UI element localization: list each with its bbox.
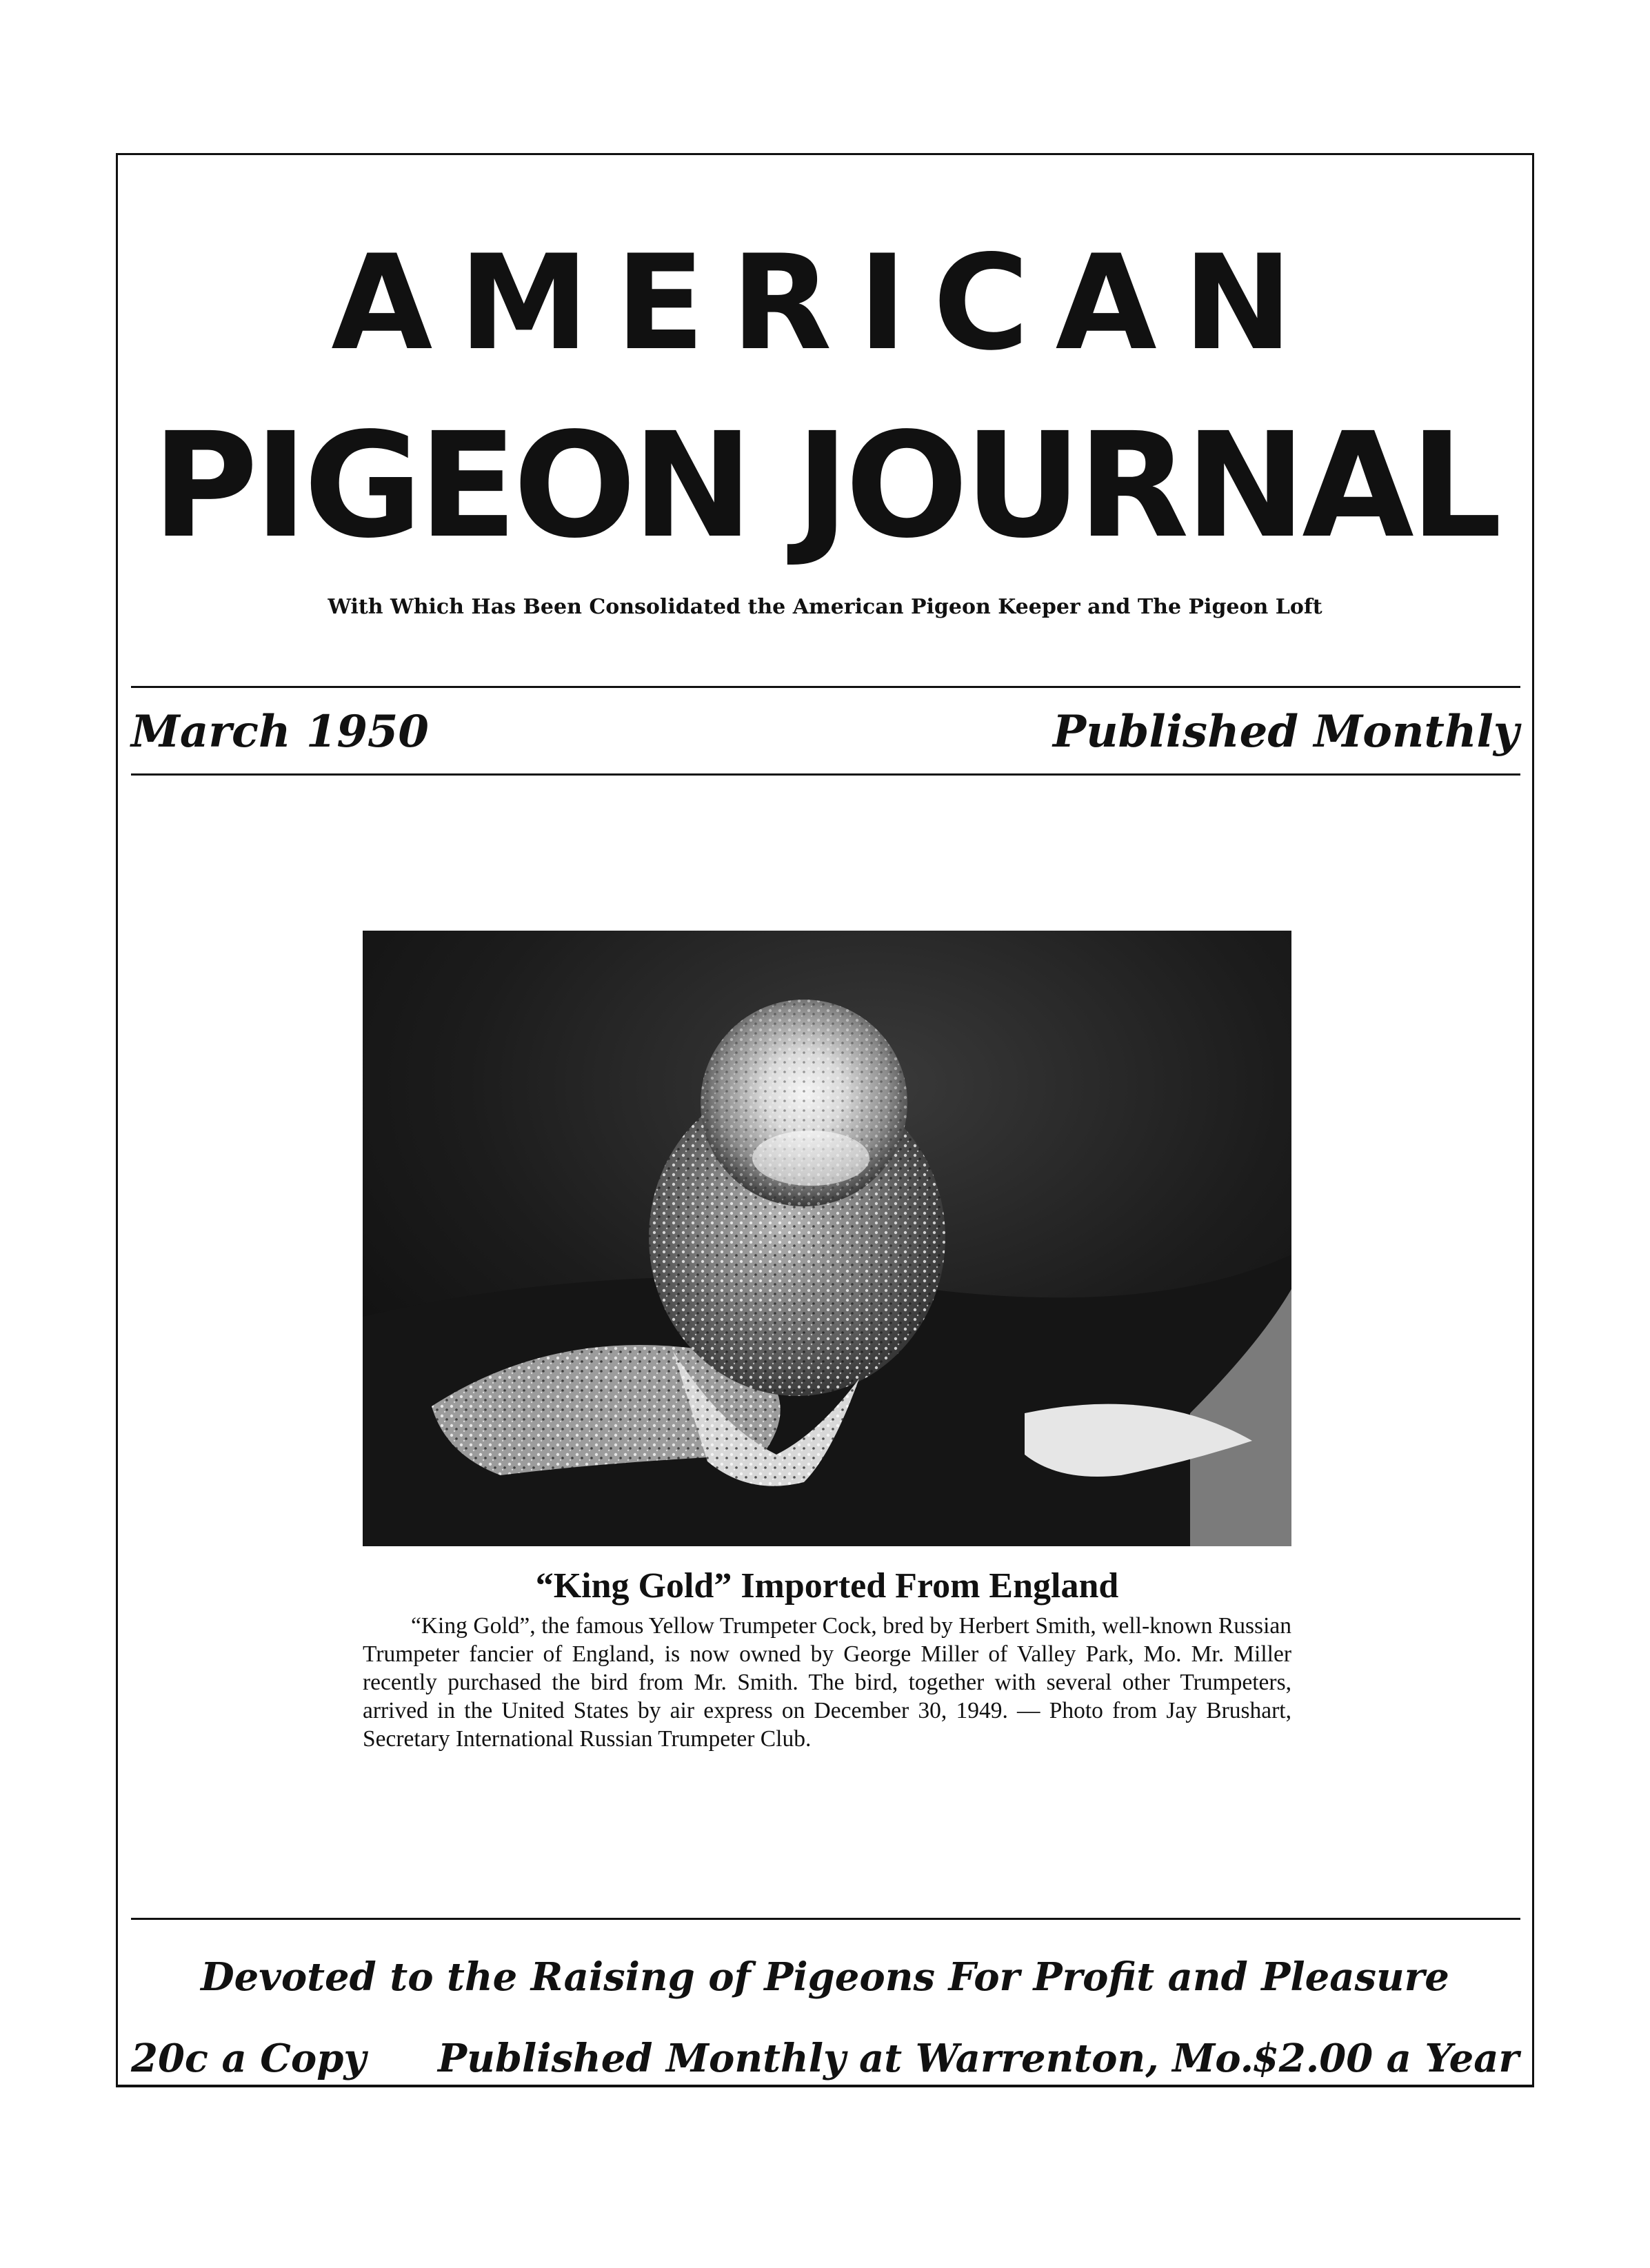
issue-date: March 1950 [131,706,429,758]
caption-title: “King Gold” Imported From England [535,1566,1119,1606]
caption-body: “King Gold”, the famous Yellow Trumpeter Cock, bred by Herbert Smith, well-known Russian Trumpeter fancier of England, is now owned by George Miller of Valley Park, Mo. Mr. Miller recently purchased the bird from Mr. Smith. The bird, together with several other Trumpeters, arrived in the United States by air express on December 30, 1949. — Photo from Jay Brushart, Secretary International Russian Trumpeter Club. [363,1613,1291,1752]
footer-motto: Devoted to the Raising of Pigeons For Profit and Pleasure [201,1954,1449,2000]
publication-frequency: Published Monthly [1053,706,1519,758]
footer-price-copy: 20c a Copy [131,2036,366,2081]
divider-bottom [131,1918,1520,1920]
divider-dateline [131,773,1520,776]
masthead-title-line-1: AMERICAN [331,227,1319,379]
footer-publication: Published Monthly at Warrenton, Mo. [438,2036,1254,2081]
masthead-title-line-2: PIGEON JOURNAL [152,401,1498,570]
pigeon-photo [363,931,1291,1546]
footer-price-year: $2.00 a Year [1251,2036,1519,2081]
divider-top [131,686,1520,688]
masthead-subtitle: With Which Has Been Consolidated the American Pigeon Keeper and The Pigeon Loft [328,595,1322,619]
